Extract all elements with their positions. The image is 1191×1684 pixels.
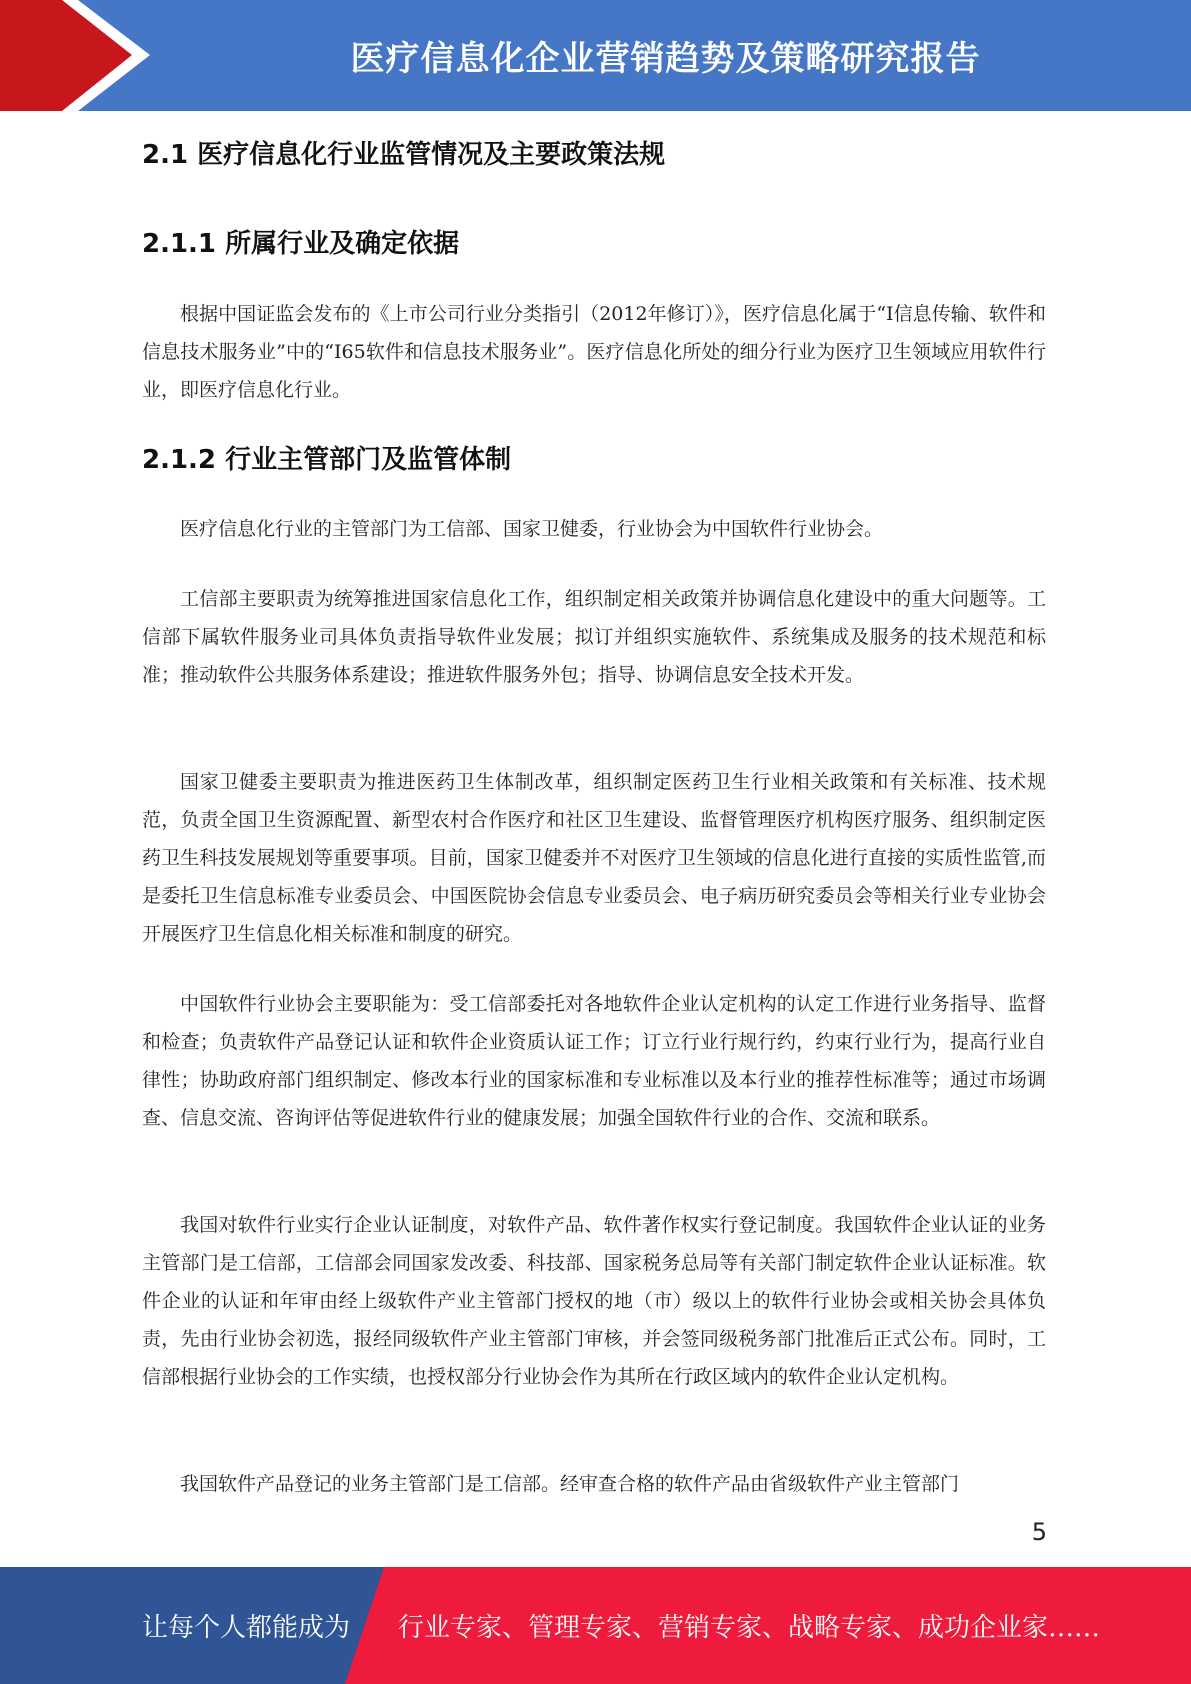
document-title: 医疗信息化企业营销趋势及策略研究报告 [350,39,981,79]
section-heading: 2.1 医疗信息化行业监管情况及主要政策法规 [142,140,666,170]
subsection-heading-2-1-2: 2.1.2 行业主管部门及监管体制 [142,445,512,475]
page-footer [0,1567,1191,1684]
footer-slogan-right: 行业专家、管理专家、营销专家、战略专家、成功企业家…… [398,1613,1101,1643]
paragraph: 根据中国证监会发布的《上市公司行业分类指引（2012年修订）》，医疗信息化属于“I信息传输、软件和信息技术服务业”中的“I65软件和信息技术服务业”。医疗信息化所处的细分行业为医疗卫生领域应用软件行业，即医疗信息化行业。 [142,303,1046,401]
paragraph: 国家卫健委主要职责为推进医药卫生体制改革，组织制定医药卫生行业相关政策和有关标准、技术规范，负责全国卫生资源配置、新型农村合作医疗和社区卫生建设、监督管理医疗机构医疗服务、组织制定医药卫生科技发展规划等重要事项。目前，国家卫健委并不对医疗卫生领域的信息化进行直接的实质性监管,而是委托卫生信息标准专业委员会、中国医院协会信息专业委员会、电子病历研究委员会等相关行业专业协会开展医疗卫生信息化相关标准和制度的研究。 [142,771,1046,945]
footer-slogan-left: 让每个人都能成为 [142,1613,351,1643]
paragraph: 我国软件产品登记的业务主管部门是工信部。经审查合格的软件产品由省级软件产业主管部门 [180,1473,960,1495]
page-header [0,0,1191,111]
subsection-heading-2-1-1: 2.1.1 所属行业及确定依据 [142,229,460,259]
paragraph: 中国软件行业协会主要职能为：受工信部委托对各地软件企业认定机构的认定工作进行业务指导、监督和检查；负责软件产品登记认证和软件企业资质认证工作；订立行业行规行约，约束行业行为，提高行业自律性；协助政府部门组织制定、修改本行业的国家标准和专业标准以及本行业的推荐性标准等；通过市场调查、信息交流、咨询评估等促进软件行业的健康发展；加强全国软件行业的合作、交流和联系。 [142,993,1046,1129]
paragraph: 医疗信息化行业的主管部门为工信部、国家卫健委，行业协会为中国软件行业协会。 [180,518,884,540]
paragraph: 我国对软件行业实行企业认证制度，对软件产品、软件著作权实行登记制度。我国软件企业认证的业务主管部门是工信部，工信部会同国家发改委、科技部、国家税务总局等有关部门制定软件企业认证标准。软件企业的认证和年审由经上级软件产业主管部门授权的地（市）级以上的软件行业协会或相关协会具体负责，先由行业协会初选，报经同级软件产业主管部门审核，并会签同级税务部门批准后正式公布。同时，工信部根据行业协会的工作实绩，也授权部分行业协会作为其所在行政区域内的软件企业认定机构。 [142,1214,1046,1388]
paragraph: 工信部主要职责为统筹推进国家信息化工作，组织制定相关政策并协调信息化建设中的重大问题等。工信部下属软件服务业司具体负责指导软件业发展；拟订并组织实施软件、系统集成及服务的技术规范和标准；推动软件公共服务体系建设；推进软件服务外包；指导、协调信息安全技术开发。 [142,588,1046,686]
page-number: 5 [1031,1518,1047,1546]
